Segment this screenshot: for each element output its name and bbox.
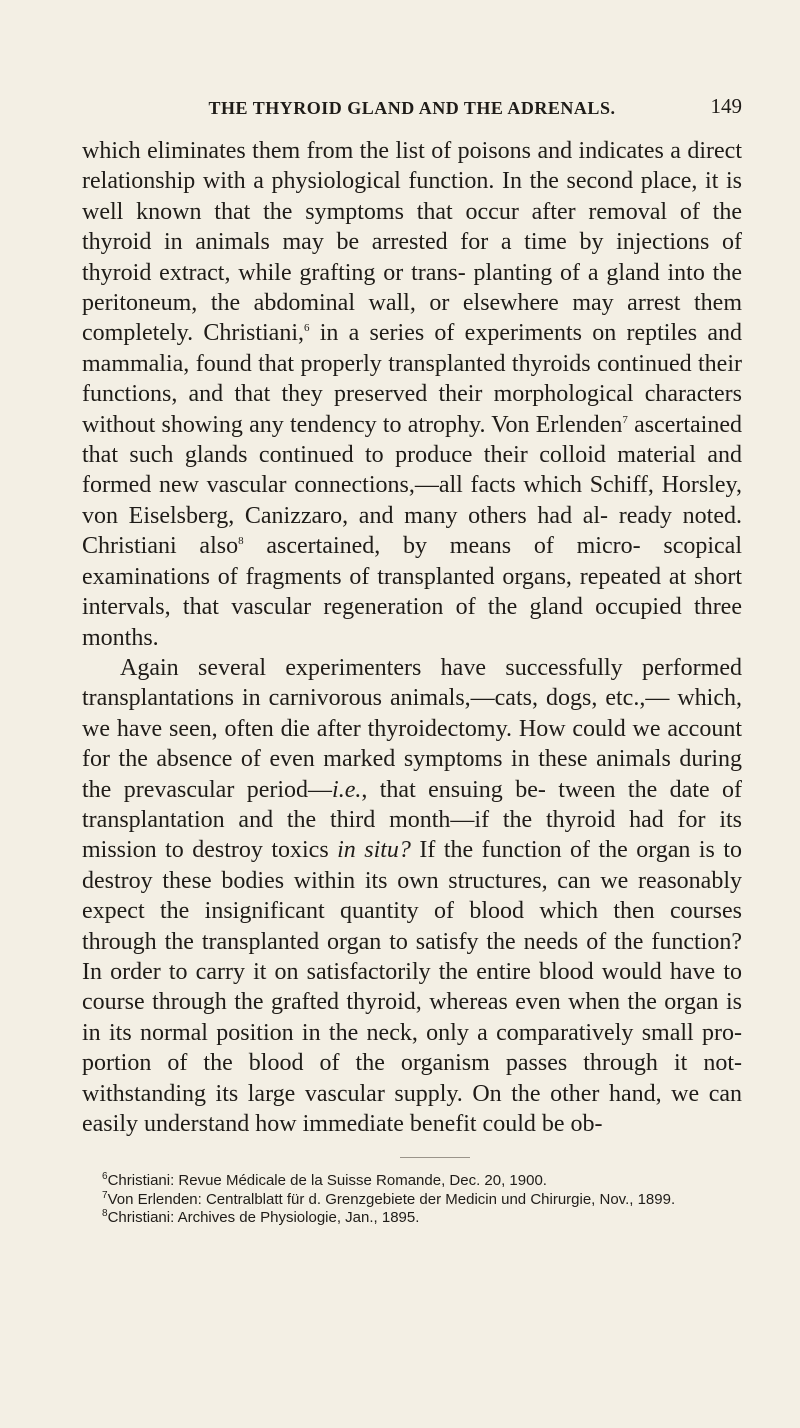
footnote-7	[82, 1191, 742, 1210]
footnote-8	[82, 1209, 742, 1228]
footnote-text: Christiani: Archives de Physiologie, Jan., 1895.	[107, 1209, 420, 1227]
footnote-divider	[400, 1157, 470, 1158]
body-text	[82, 136, 742, 1139]
footnote-text: Christiani: Revue Médicale de la Suisse Romande, Dec. 20, 1900.	[107, 1172, 547, 1190]
footnote-ref-7: 7	[622, 413, 628, 426]
paragraph-2-text-c: If the function of the organ is to destroy these bodies within its own structures, can we reasonably expect the insignificant quantity of blood which then courses through the transplanted organ to satisfy the needs of the function? In order to carry it on satisfactorily the entire blood would have to course through the grafted thyroid, whereas even when the organ is in its normal position in the neck, only a comparatively small pro- portion of the blood of the organism passes through it not- withstanding its large vascular supply. On the other hand, we can easily understand how immediate benefit could be ob-	[82, 837, 743, 1137]
paragraph-2-text-a: Again several experimenters have successfully performed transplantations in carnivorous animals,—cats, dogs, etc.,— which, we have seen, often die after thyroidectomy. How could we account for the absence of even marked symptoms in these animals during the prevascular period—	[82, 654, 742, 803]
paragraph-1-text-b: in a series of experiments on reptiles and mammalia, found that properly transplanted thyroids continued their functions, and that they preserved their morphological characters without showing any tendency to atrophy. Von Erlenden	[82, 320, 742, 438]
footnote-ref-8: 8	[238, 535, 244, 548]
paragraph-1-text-d: ascertained, by means of micro- scopical examinations of fragments of transplanted organs, repeated at short intervals, that vascular regeneration of the gland occupied three months.	[82, 533, 743, 651]
footnote-number: 8	[102, 1208, 108, 1220]
paragraph-1	[82, 136, 742, 653]
italic-ie: i.e.	[332, 776, 362, 803]
paragraph-1-text-c: ascertained that such glands continued to produce their colloid material and formed new vascular connections,—all facts which Schiff, Horsley, von Eiselsberg, Canizzaro, and many others had al- ready noted. Christiani also	[82, 411, 742, 560]
paragraph-2-text-b: , that ensuing be- tween the date of transplantation and the third month—if the thyroid had for its mission to destroy toxics	[82, 776, 743, 864]
running-head	[82, 94, 742, 128]
running-title: THE THYROID GLAND AND THE ADRENALS.	[208, 98, 616, 118]
footnotes	[82, 1172, 742, 1228]
page-number: 149	[710, 94, 742, 118]
footnote-ref-6: 6	[303, 322, 310, 335]
paragraph-1-text-a: which eliminates them from the list of poisons and indicates a direct relationship with a physiological function. In the second place, it is well known that the symptoms that occur after removal of the thyroid in animals may be arrested for a time by injections of thyroid extract, while grafting or trans- planting of a gland into the peritoneum, the abdominal wall, or elsewhere may arrest them completely. Christiani,	[82, 138, 742, 347]
footnote-text: Von Erlenden: Centralblatt für d. Grenzgebiete der Medicin und Chirurgie, Nov., 1899.	[107, 1190, 676, 1208]
italic-in-situ: in situ?	[337, 837, 411, 864]
footnote-number: 7	[102, 1189, 108, 1201]
paragraph-2	[82, 653, 742, 1140]
footnote-6	[82, 1172, 742, 1191]
footnote-number: 6	[102, 1171, 108, 1183]
